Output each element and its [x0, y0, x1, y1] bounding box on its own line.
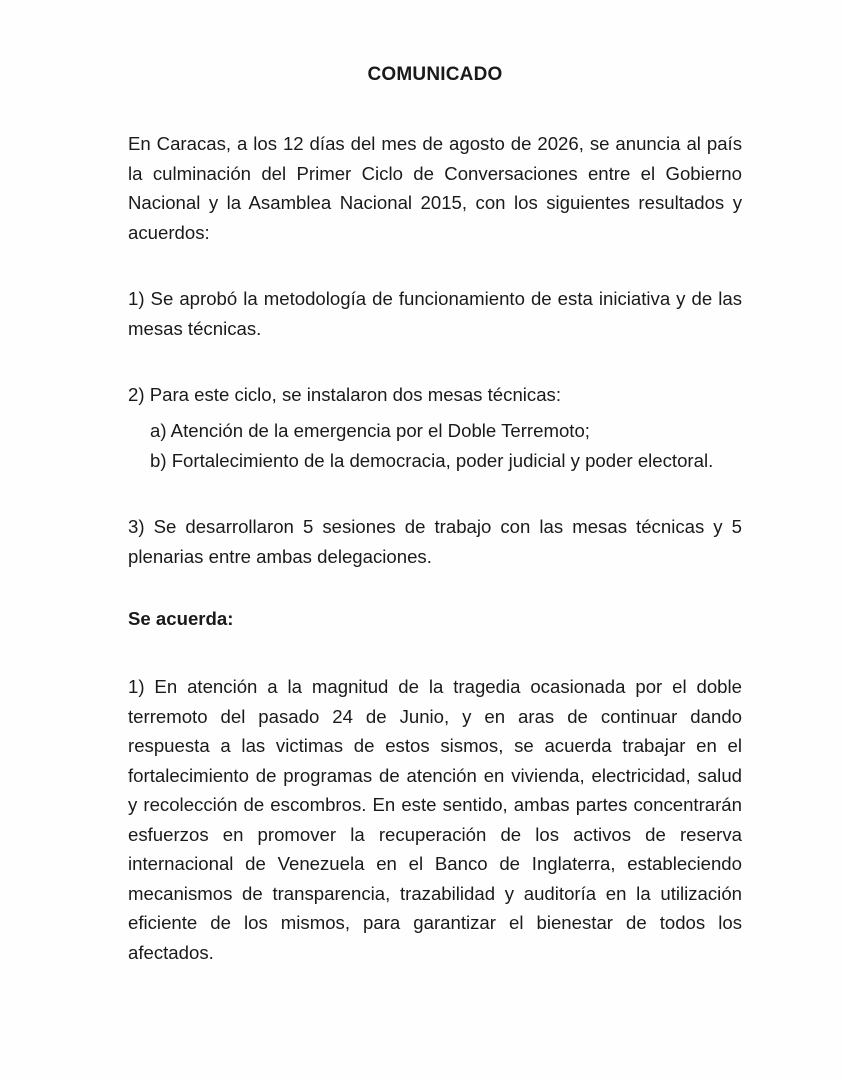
technical-table-a: a) Atención de la emergencia por el Doble Terremoto;	[150, 420, 590, 441]
result-item-3: 3) Se desarrollaron 5 sesiones de trabajo con las mesas técnicas y 5 plenarias entre ambas delegaciones.	[128, 516, 742, 567]
intro-paragraph: En Caracas, a los 12 días del mes de agosto de 2026, se anuncia al país la culminación del Primer Ciclo de Conversaciones entre el Gobierno Nacional y la Asamblea Nacional 2015, con los siguientes resultados y acuerdos:	[128, 133, 742, 243]
result-item-1: 1) Se aprobó la metodología de funcionamiento de esta iniciativa y de las mesas técnicas.	[128, 288, 742, 339]
technical-table-b: b) Fortalecimiento de la democracia, poder judicial y poder electoral.	[150, 450, 714, 471]
result-item-2: 2) Para este ciclo, se instalaron dos mesas técnicas:	[128, 384, 562, 405]
agreement-heading: Se acuerda:	[128, 608, 234, 629]
document-title: COMUNICADO	[367, 64, 503, 85]
agreement-item-1: 1) En atención a la magnitud de la tragedia ocasionada por el doble terremoto del pasado 24 de Junio, y en aras de continuar dando respuesta a las victimas de estos sismos, se acuerda trabajar en el fortalecimiento de programas de atención en vivienda, electricidad, salud y recolección de escombros. En este sentido, ambas partes concentrarán esfuerzos en promover la recuperación de los activos de reserva internacional de Venezuela en el Banco de Inglaterra, estableciendo mecanismos de transparencia, trazabilidad y auditoría en la utilización eficiente de los mismos, para garantizar el bienestar de todos los afectados.	[128, 676, 742, 963]
